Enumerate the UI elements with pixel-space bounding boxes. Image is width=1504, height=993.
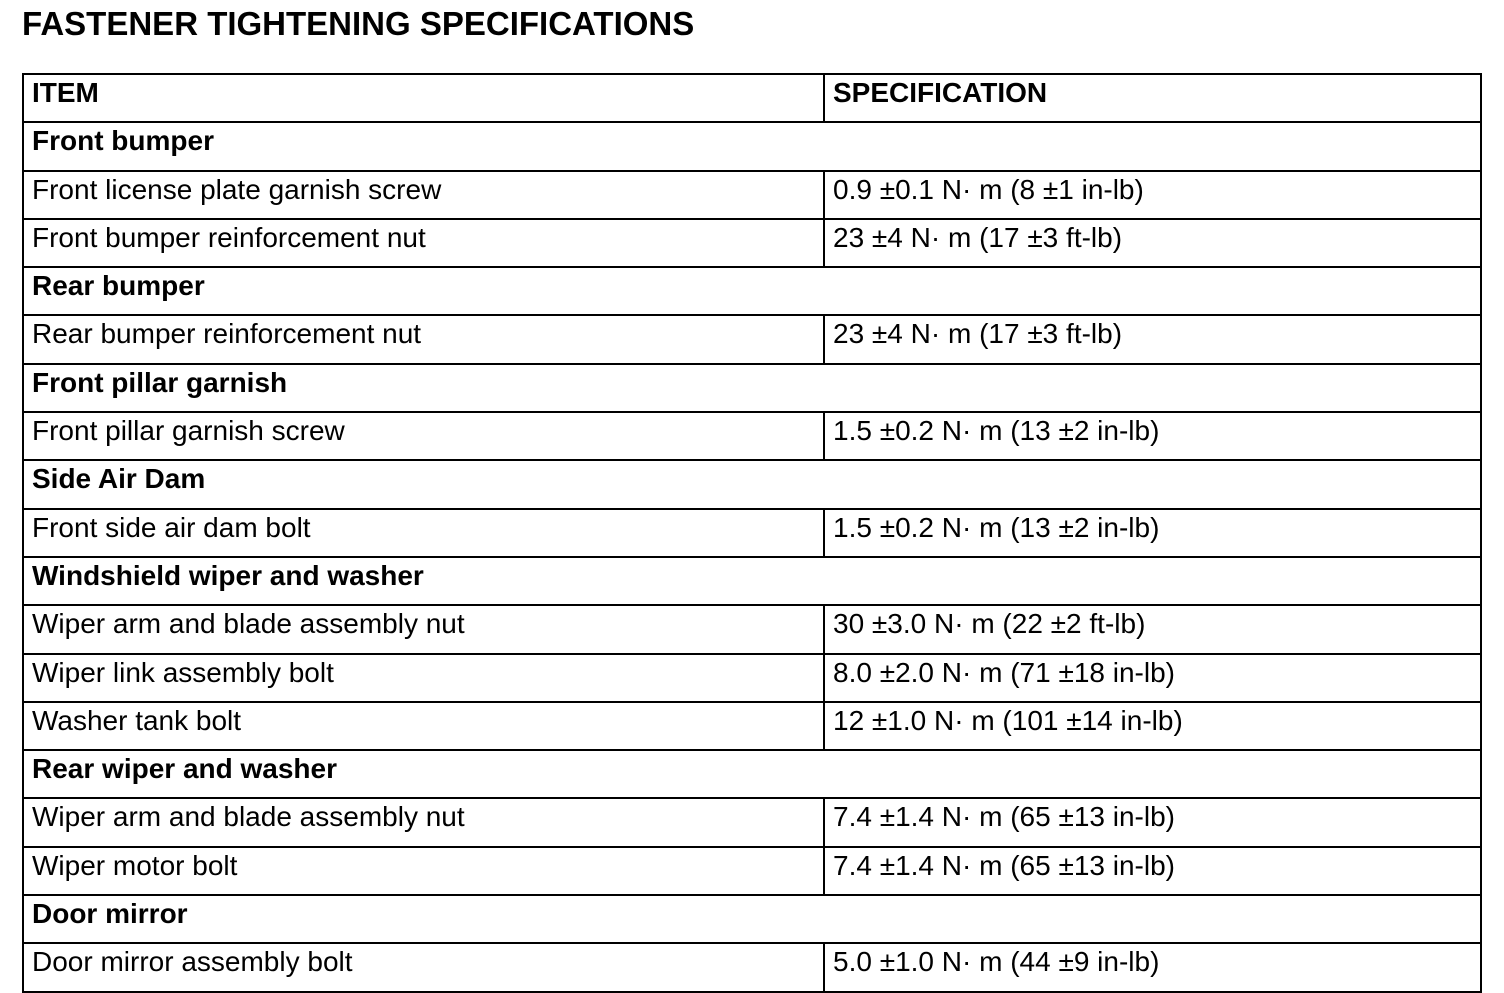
item-cell: Washer tank bolt: [23, 702, 824, 750]
specification-cell: 23 ±4 N· m (17 ±3 ft-lb): [824, 315, 1481, 363]
section-row: [23, 122, 1481, 170]
item-cell: Front pillar garnish screw: [23, 412, 824, 460]
section-row: [23, 460, 1481, 508]
specification-cell: 12 ±1.0 N· m (101 ±14 in-lb): [824, 702, 1481, 750]
specification-cell: 1.5 ±0.2 N· m (13 ±2 in-lb): [824, 509, 1481, 557]
table-row: [23, 798, 1481, 846]
fastener-spec-table: [22, 73, 1482, 993]
item-cell: Wiper arm and blade assembly nut: [23, 605, 824, 653]
section-heading: Front pillar garnish: [23, 364, 1481, 412]
table-row: [23, 219, 1481, 267]
item-cell: Front bumper reinforcement nut: [23, 219, 824, 267]
specification-cell: 0.9 ±0.1 N· m (8 ±1 in-lb): [824, 171, 1481, 219]
specification-cell: 7.4 ±1.4 N· m (65 ±13 in-lb): [824, 847, 1481, 895]
section-heading: Rear bumper: [23, 267, 1481, 315]
item-cell: Front side air dam bolt: [23, 509, 824, 557]
table-row: [23, 943, 1481, 991]
table-row: [23, 605, 1481, 653]
specification-cell: 30 ±3.0 N· m (22 ±2 ft-lb): [824, 605, 1481, 653]
table-row: [23, 412, 1481, 460]
section-heading: Windshield wiper and washer: [23, 557, 1481, 605]
section-heading: Front bumper: [23, 122, 1481, 170]
table-row: [23, 315, 1481, 363]
table-body: [23, 122, 1481, 991]
item-cell: Wiper link assembly bolt: [23, 654, 824, 702]
item-cell: Front license plate garnish screw: [23, 171, 824, 219]
table-row: [23, 654, 1481, 702]
section-heading: Rear wiper and washer: [23, 750, 1481, 798]
section-row: [23, 557, 1481, 605]
section-row: [23, 364, 1481, 412]
column-header-item: ITEM: [23, 74, 824, 122]
specification-cell: 1.5 ±0.2 N· m (13 ±2 in-lb): [824, 412, 1481, 460]
column-header-specification: SPECIFICATION: [824, 74, 1481, 122]
table-header-row: [23, 74, 1481, 122]
table-row: [23, 171, 1481, 219]
table-row: [23, 847, 1481, 895]
specification-cell: 7.4 ±1.4 N· m (65 ±13 in-lb): [824, 798, 1481, 846]
specification-cell: 8.0 ±2.0 N· m (71 ±18 in-lb): [824, 654, 1481, 702]
section-row: [23, 895, 1481, 943]
specification-cell: 23 ±4 N· m (17 ±3 ft-lb): [824, 219, 1481, 267]
table-row: [23, 702, 1481, 750]
item-cell: Rear bumper reinforcement nut: [23, 315, 824, 363]
section-row: [23, 750, 1481, 798]
item-cell: Door mirror assembly bolt: [23, 943, 824, 991]
section-row: [23, 267, 1481, 315]
item-cell: Wiper arm and blade assembly nut: [23, 798, 824, 846]
section-heading: Door mirror: [23, 895, 1481, 943]
specification-cell: 5.0 ±1.0 N· m (44 ±9 in-lb): [824, 943, 1481, 991]
page-title: FASTENER TIGHTENING SPECIFICATIONS: [22, 5, 695, 42]
table-row: [23, 509, 1481, 557]
item-cell: Wiper motor bolt: [23, 847, 824, 895]
section-heading: Side Air Dam: [23, 460, 1481, 508]
